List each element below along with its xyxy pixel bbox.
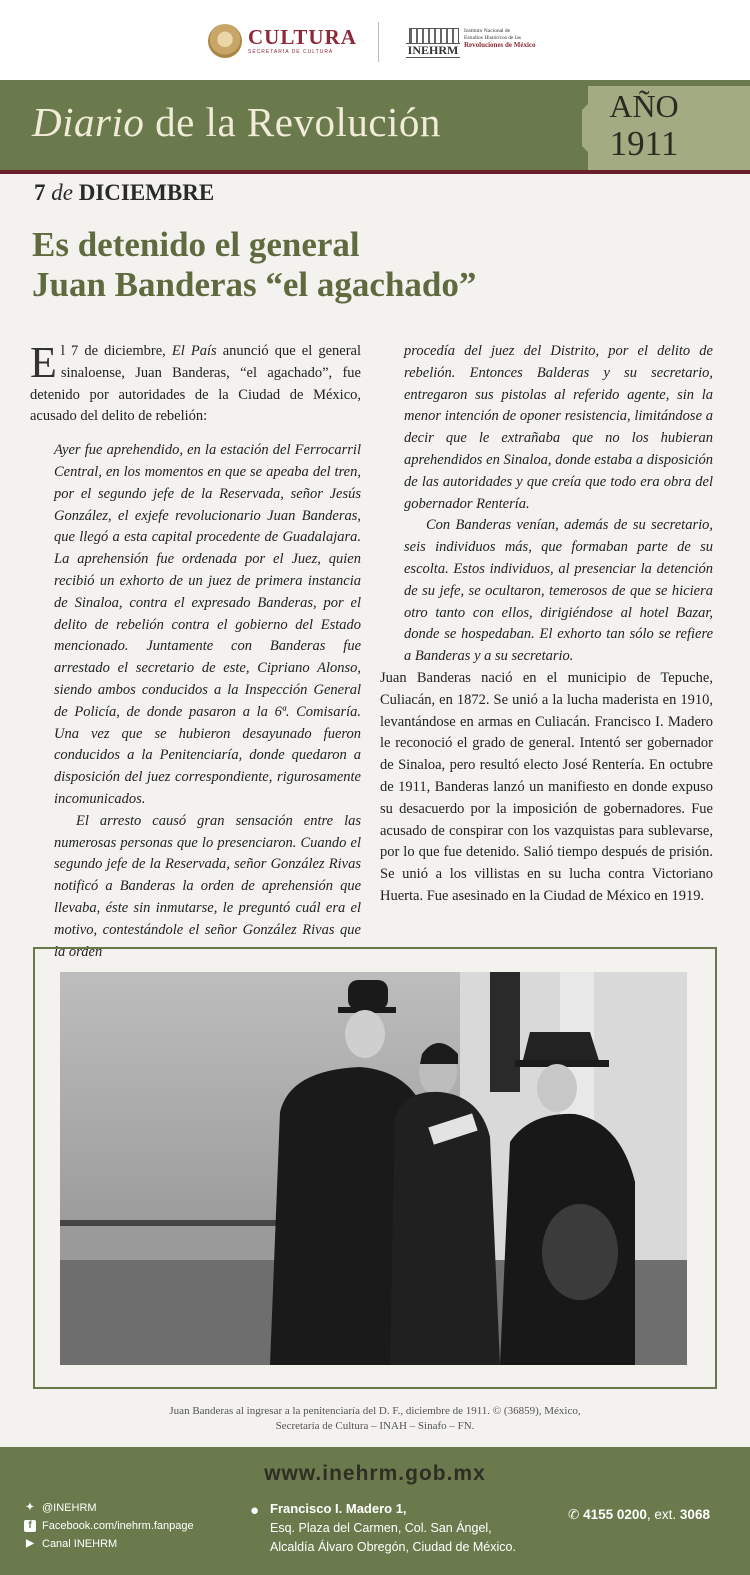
facebook-url: Facebook.com/inehrm.fanpage [42,1520,194,1532]
address-line2: Esq. Plaza del Carmen, Col. San Ángel, [270,1521,492,1535]
title-italic: Diario [32,99,145,145]
quote-paragraph-2b: procedía del juez del Distrito, por el delito de rebelión. Entonces Balderas y su secretario, entregaron sus pistolas al referido agente, sin la menor intención de oponer resistencia, limitándose a decir que le extrañaba que no los hubieran aprehendidos en Sinaloa, donde estaba a disposición de las autoridades y que creía que todo era obra del gobernador Rentería. [404,343,713,512]
youtube-link[interactable] [24,1535,194,1553]
cultura-wordmark: CULTURA [248,25,357,49]
inehrm-name-line1: Instituto Nacional de [464,28,511,34]
date-month: DICIEMBRE [78,180,215,205]
banner-underline [0,170,750,174]
social-links [24,1499,194,1553]
photo-caption [60,1404,690,1434]
phone-extension: 3068 [679,1507,710,1522]
newspaper-name: El País [171,343,217,359]
headline-line2: Juan Banderas “el agachado” [32,265,477,304]
website-link[interactable]: www.inehrm.gob.mx [264,1462,486,1485]
article-date [34,180,214,206]
facebook-icon: f [24,1520,36,1532]
address-line1: Francisco I. Madero 1, [270,1501,407,1516]
article-headline [32,225,632,305]
address-line3: Alcaldía Álvaro Obregón, Ciudad de México. [270,1540,516,1554]
photo-illustration [60,972,687,1365]
intro-text-a: l 7 de diciembre, [60,343,172,359]
inehrm-name-line2: Estudios Históricos de las [464,35,521,41]
caption-line2: Secretaría de Cultura – INAH – Sinafo – FN. [275,1420,475,1432]
facebook-link[interactable] [24,1517,194,1535]
top-logo-bar [0,0,750,80]
inehrm-name-line3: Revoluciones de México [464,41,536,49]
quotation-block [54,440,361,963]
inehrm-logo[interactable] [406,28,554,58]
twitter-handle: @INEHRM [42,1502,97,1514]
phone-contact[interactable] [568,1507,710,1523]
photo-frame [33,947,717,1389]
address-block [250,1499,516,1557]
inehrm-full-name [464,28,554,49]
twitter-link[interactable] [24,1499,194,1517]
inehrm-wordmark: INEHRM [407,43,459,57]
cultura-subtitle: SECRETARÍA DE CULTURA [248,49,334,55]
year-value: 1911 [609,124,679,163]
quote-paragraph-3: Con Banderas venían, además de su secretario, seis individuos más, que formaban parte de su escolta. Estos individuos, al presenciar la detención de su jefe, se ocultaron, temerosos de que se hiciera otro tanto con ellos, dirigiéndose al hotel Bazar, donde se hospedaban. El exhorto tan sólo se refiere a Banderas y a su secretario. [404,517,713,665]
inehrm-building-icon [406,28,460,58]
year-label: AÑO [609,88,679,124]
article-column-left [30,338,361,963]
cultura-logo[interactable] [208,24,357,58]
phone-number: 4155 0200 [583,1507,647,1522]
date-day: 7 [34,180,46,205]
footer [0,1447,750,1575]
publication-title [32,98,441,146]
location-pin-icon: ● [250,1502,260,1519]
date-de: de [51,180,73,205]
logo-divider [378,22,379,62]
phone-icon: ✆ [568,1507,580,1522]
intro-text-b: anunció que el general sinaloense, Juan Banderas, “el agachado”, fue detenido por autoridades de la Ciudad de México, acusado del delito de rebelión: [30,343,361,425]
title-rest: de la Revolución [144,99,441,145]
article-column-right [380,341,713,908]
twitter-icon: ✦ [25,1502,35,1513]
youtube-channel: Canal INEHRM [42,1538,118,1550]
quotation-block-continued [404,341,713,668]
quote-paragraph-2a: El arresto causó gran sensación entre las numerosas personas que lo presenciaron. Cuando el segundo jefe de la Reservada, señor González Rivas notificó a Banderas la orden de aprehensión que llevaba, éste sin inmutarse, le preguntó cuál era el motivo, contestándole el señor González Rivas que la orden [54,812,361,960]
quote-paragraph-1: Ayer fue aprehendido, en la estación del Ferrocarril Central, en los momentos en que se apeaba del tren, por el segundo jefe de la Reservada, señor Jesús González, el exjefe revolucionario Juan Banderas, que llegó a esta capital procedente de Guadalajara. La aprehensión fue ordenada por el Juez, quien recibió un exhorto de un juez de primera instancia de Sinaloa, contra el expresado Banderas, por el delito de rebelión contra el gobierno del Estado mencionado. Juntamente con Banderas fue arrestado el secretario de este, Cipriano Alonso, siendo ambos conducidos a la Inspección General de Policía, de donde pasaron a la 6ª. Comisaría. Una vez que se hubieron desayunado fueron conducidos a la Penitenciaría, donde quedaron a disposición del juez correspondiente, rigurosamente incomunicados. [54,442,361,807]
headline-line1: Es detenido el general [32,225,360,264]
phone-ext-label: , ext. [646,1507,680,1522]
youtube-icon: ▶ [26,1538,34,1549]
mexico-seal-icon [208,24,242,58]
caption-line1: Juan Banderas al ingresar a la penitenciaría del D. F., diciembre de 1911. © (36859), México, [169,1405,581,1417]
drop-cap: E [30,338,57,387]
historic-photo[interactable] [60,972,687,1365]
intro-paragraph [30,338,361,428]
biography-paragraph: Juan Banderas nació en el municipio de Tepuche, Culiacán, en 1872. Se unió a la lucha maderista en 1910, levantándose en armas en Culiacán. Francisco I. Madero le reconoció el grado de general. Intentó ser gobernador de Sinaloa, pero resultó electo José Rentería. En octubre de 1911, Banderas lanzó un manifiesto en donde expuso su desacuerdo por la imposición de gobernadores. Fue acusado de conspirar con los vazquistas para sublevarse, por lo que fue detenido. Salió tiempo después de prisión. Se unió a los villistas en su lucha contra Victoriano Huerta. Fue asesinado en la Ciudad de México en 1919. [380,669,713,904]
